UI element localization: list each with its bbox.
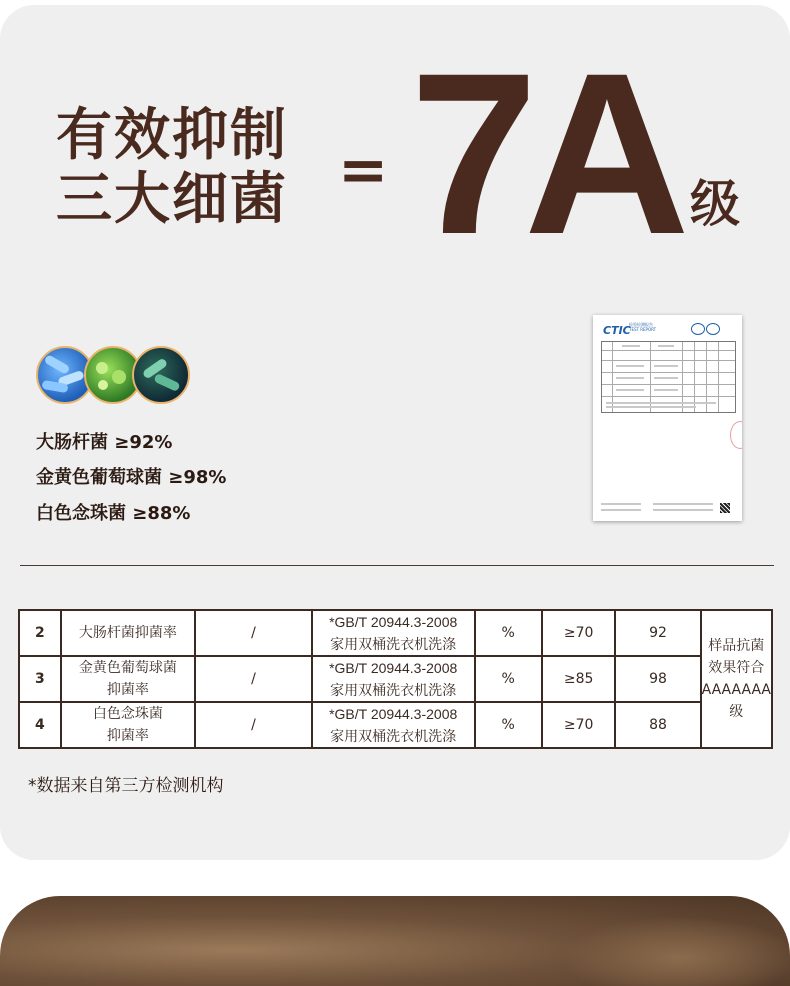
qr-code-icon <box>720 503 730 513</box>
section-divider <box>20 565 774 566</box>
test-results-table <box>18 609 773 749</box>
row-number: 2 <box>19 610 61 656</box>
requirement: / <box>195 656 312 702</box>
headline-line-1: 有效抑制 <box>56 103 288 168</box>
limit: ≥70 <box>542 610 615 656</box>
equals-sign: = <box>338 135 389 205</box>
report-title <box>629 322 656 332</box>
grade-suffix: 级 <box>690 175 740 233</box>
row-number: 4 <box>19 702 61 748</box>
test-item: 白色念珠菌 抑菌率 <box>61 702 196 748</box>
report-stamp <box>730 421 742 449</box>
product-photo-highlight <box>560 916 790 986</box>
limit: ≥85 <box>542 656 615 702</box>
conclusion: 样品抗菌 效果符合 AAAAAAA 级 <box>701 610 772 748</box>
grade-7a: 7A <box>410 25 677 282</box>
report-table <box>601 341 736 413</box>
bacteria-icons <box>36 346 196 404</box>
unit: % <box>475 610 542 656</box>
result: 88 <box>615 702 700 748</box>
headline-line-2: 三大细菌 <box>56 167 288 232</box>
report-title-en: TEST REPORT <box>629 327 657 332</box>
ilac-badge-icon <box>691 323 705 335</box>
cnas-badge-icon <box>706 323 720 335</box>
report-footer-text <box>601 509 641 511</box>
report-footer-text <box>601 503 641 505</box>
report-title-cn: 检验检测报告 <box>629 322 653 327</box>
limit: ≥70 <box>542 702 615 748</box>
report-footer-text <box>653 503 713 505</box>
table-row <box>19 702 772 748</box>
test-standard: *GB/T 20944.3-2008 家用双桶洗衣机洗涤 <box>312 656 475 702</box>
unit: % <box>475 702 542 748</box>
candida-icon <box>132 346 190 404</box>
test-report-image <box>593 315 742 521</box>
stat-e-coli: 大肠杆菌 ≥92% <box>36 432 173 453</box>
report-logo: CTIC <box>603 324 631 337</box>
stat-staphylococcus: 金黄色葡萄球菌 ≥98% <box>36 467 227 488</box>
unit: % <box>475 656 542 702</box>
footnote: *数据来自第三方检测机构 <box>28 776 224 796</box>
test-standard: *GB/T 20944.3-2008 家用双桶洗衣机洗涤 <box>312 702 475 748</box>
headline <box>56 104 288 232</box>
test-standard: *GB/T 20944.3-2008 家用双桶洗衣机洗涤 <box>312 610 475 656</box>
test-item: 金黄色葡萄球菌 抑菌率 <box>61 656 196 702</box>
test-item: 大肠杆菌抑菌率 <box>61 610 196 656</box>
table-row <box>19 656 772 702</box>
requirement: / <box>195 702 312 748</box>
requirement: / <box>195 610 312 656</box>
result: 92 <box>615 610 700 656</box>
result: 98 <box>615 656 700 702</box>
stat-candida: 白色念珠菌 ≥88% <box>36 503 191 524</box>
report-footer-text <box>653 509 713 511</box>
row-number: 3 <box>19 656 61 702</box>
table-row <box>19 610 772 656</box>
